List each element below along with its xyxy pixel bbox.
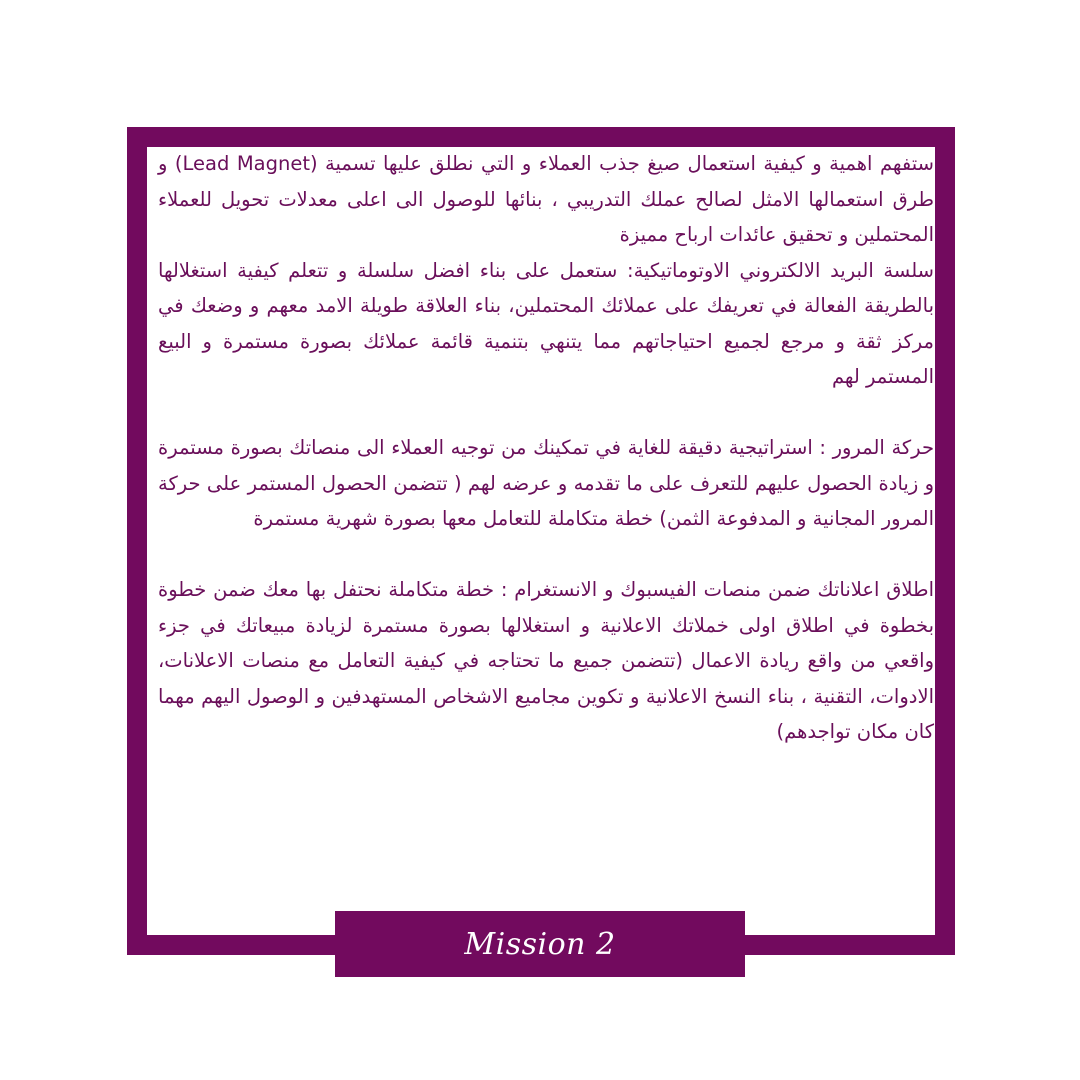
mission-banner	[335, 911, 745, 977]
paragraph-lead-magnet	[158, 146, 934, 253]
paragraph-spacer	[158, 537, 934, 573]
mission-description	[158, 146, 934, 750]
paragraph-lead-magnet-text-end: ) و طرق استعمالها الامثل لصالح عملك التدريبي ، بنائها للوصول الى اعلى معدلات تحويل للعملاء المحتملين و تحقيق عائدات ارباح مميزة	[158, 152, 934, 246]
paragraph-ads-launch: اطلاق اعلاناتك ضمن منصات الفيسبوك و الانستغرام : خطة متكاملة نحتفل بها معك ضمن خطوة بخطوة في اطلاق اولى خملاتك الاعلانية و استغلالها بصورة مستمرة لزيادة مبيعاتك في جزء واقعي من واقع ريادة الاعمال (تتضمن جميع ما تحتاجه في كيفية التعامل مع منصات الاعلانات، الادوات، التقنية ، بناء النسخ الاعلانية و تكوين مجاميع الاشخاص المستهدفين و الوصول اليهم مهما كان مكان تواجدهم)	[158, 578, 934, 743]
paragraph-traffic: حركة المرور : استراتيجية دقيقة للغاية في تمكينك من توجيه العملاء الى منصاتك بصورة مستمرة و زيادة الحصول عليهم للتعرف على ما تقدمه و عرضه لهم ( تتضمن الحصول المستمر على حركة المرور المجانية و المدفوعة الثمن) خطة متكاملة للتعامل معها بصورة شهرية مستمرة	[158, 436, 934, 530]
paragraph-email-sequence: سلسة البريد الالكتروني الاوتوماتيكية: ستعمل على بناء افضل سلسلة و تتعلم كيفية استغلالها بالطريقة الفعالة في تعريفك على عملائك المحتملين، بناء العلاقة طويلة الامد معهم و وضعك في مركز ثقة و مرجع لجميع احتياجاتهم مما يتنهي بتنمية قائمة عملائك بصورة مستمرة و البيع المستمر لهم	[158, 258, 934, 388]
mission-banner-label: Mission 2	[464, 926, 616, 962]
lead-magnet-term: Lead Magnet	[182, 152, 310, 175]
paragraph-spacer	[158, 395, 934, 431]
paragraph-lead-magnet-text-start: ستفهم اهمية و كيفية استعمال صيغ جذب العملاء و التي نطلق عليها تسمية (	[309, 152, 934, 175]
